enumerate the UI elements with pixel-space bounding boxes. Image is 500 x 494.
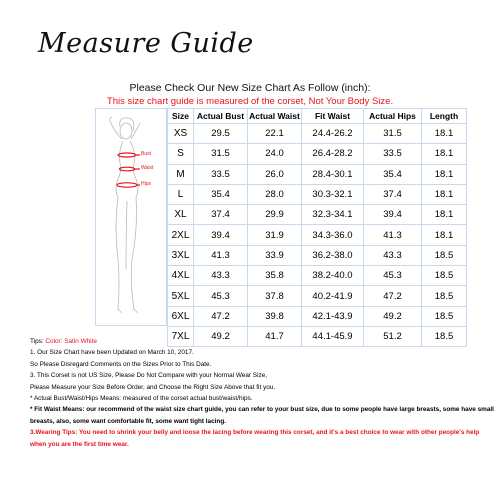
table-cell: 37.4 (194, 205, 248, 225)
bust-label: Bust (141, 151, 152, 157)
table-cell: 18.5 (422, 326, 467, 346)
note-wearing-tips: 3.Wearing Tips: You need to shrink your belly and loose the lacing before wearing this corset, and it's a best choice to wear with other people's help when you are the first time wear. (30, 429, 480, 448)
table-cell: 6XL (168, 306, 194, 326)
table-cell: 47.2 (364, 286, 422, 306)
table-cell: 29.5 (194, 124, 248, 144)
table-cell: XS (168, 124, 194, 144)
table-row (168, 225, 467, 245)
table-cell: 49.2 (194, 326, 248, 346)
table-cell: 39.4 (194, 225, 248, 245)
table-cell: 24.4-26.2 (302, 124, 364, 144)
table-cell: 44.1-45.9 (302, 326, 364, 346)
table-cell: 39.8 (248, 306, 302, 326)
table-cell: 31.5 (364, 124, 422, 144)
table-cell: 41.3 (194, 245, 248, 265)
table-cell: 36.2-38.0 (302, 245, 364, 265)
table-row (168, 266, 467, 286)
note-line-2: So Please Disregard Comments on the Sizes Prior to This Date. (30, 360, 212, 368)
table-cell: 4XL (168, 266, 194, 286)
table-cell: 26.0 (248, 164, 302, 184)
table-cell: 2XL (168, 225, 194, 245)
hips-label: Hips (141, 181, 152, 187)
table-cell: 18.5 (422, 266, 467, 286)
table-cell: 40.2-41.9 (302, 286, 364, 306)
table-cell: 41.7 (248, 326, 302, 346)
table-cell: 26.4-28.2 (302, 144, 364, 164)
note-line-3: 3. This Corset is not US Size, Please Do Not Compare with your Normal Wear Size, (30, 372, 268, 380)
table-row (168, 124, 467, 144)
tips-line (30, 336, 495, 347)
table-cell: 18.1 (422, 124, 467, 144)
waist-label: Waist (141, 165, 154, 171)
table-cell: 18.1 (422, 184, 467, 204)
table-cell: 37.8 (248, 286, 302, 306)
table-cell: 18.5 (422, 245, 467, 265)
table-row (168, 245, 467, 265)
table-cell: 33.5 (194, 164, 248, 184)
table-cell: 30.3-32.1 (302, 184, 364, 204)
header-actual-waist: Actual Waist (248, 109, 302, 124)
table-cell: 43.3 (364, 245, 422, 265)
table-cell: 29.9 (248, 205, 302, 225)
table-row (168, 306, 467, 326)
table-cell: 31.5 (194, 144, 248, 164)
table-cell: 35.4 (194, 184, 248, 204)
table-cell: 45.3 (364, 266, 422, 286)
table-cell: 39.4 (364, 205, 422, 225)
table-cell: 28.0 (248, 184, 302, 204)
table-cell: XL (168, 205, 194, 225)
body-measurement-figure (95, 108, 167, 326)
table-cell: S (168, 144, 194, 164)
header-length: Length (422, 109, 467, 124)
table-cell: 18.5 (422, 286, 467, 306)
note-line-1: 1. Our Size Chart have been Updated on March 10, 2017. (30, 349, 194, 357)
chart-subheading: This size chart guide is measured of the corset, Not Your Body Size. (106, 96, 394, 107)
size-chart-table (167, 108, 467, 347)
tips-label: Tips: (30, 338, 44, 345)
table-cell: L (168, 184, 194, 204)
table-header-row (168, 109, 467, 124)
table-cell: 33.5 (364, 144, 422, 164)
table-cell: 45.3 (194, 286, 248, 306)
header-fit-waist: Fit Waist (302, 109, 364, 124)
table-cell: 31.9 (248, 225, 302, 245)
table-row (168, 184, 467, 204)
table-cell: 5XL (168, 286, 194, 306)
table-cell: 18.1 (422, 164, 467, 184)
note-fit-waist: * Fit Waist Means: our recommend of the waist size chart guide, you can refer to your bust size, due to some people have large breasts, some have small breasts, also, some want comfortable fit, some want tight lacing. (30, 406, 494, 425)
header-size: Size (168, 109, 194, 124)
table-cell: 49.2 (364, 306, 422, 326)
table-cell: 47.2 (194, 306, 248, 326)
table-cell: 51.2 (364, 326, 422, 346)
table-cell: 35.8 (248, 266, 302, 286)
table-cell: 22.1 (248, 124, 302, 144)
table-cell: 18.5 (422, 306, 467, 326)
table-cell: 35.4 (364, 164, 422, 184)
table-cell: 41.3 (364, 225, 422, 245)
table-row (168, 286, 467, 306)
table-cell: 3XL (168, 245, 194, 265)
table-cell: 18.1 (422, 205, 467, 225)
table-row (168, 205, 467, 225)
table-cell: 33.9 (248, 245, 302, 265)
table-cell: M (168, 164, 194, 184)
table-cell: 24.0 (248, 144, 302, 164)
table-row (168, 144, 467, 164)
table-cell: 34.3-36.0 (302, 225, 364, 245)
table-cell: 28.4-30.1 (302, 164, 364, 184)
header-actual-hips: Actual Hips (364, 109, 422, 124)
table-cell: 32.3-34.1 (302, 205, 364, 225)
note-line-4: Please Measure your Size Before Order, and Choose the Right Size Above that fit you. (30, 383, 276, 391)
table-cell: 38.2-40.0 (302, 266, 364, 286)
chart-heading: Please Check Our New Size Chart As Follow (inch): (129, 82, 371, 94)
table-cell: 18.1 (422, 225, 467, 245)
notes-section (30, 336, 495, 450)
table-cell: 42.1-43.9 (302, 306, 364, 326)
table-cell: 37.4 (364, 184, 422, 204)
table-cell: 7XL (168, 326, 194, 346)
page-title: Measure Guide (38, 28, 254, 59)
woman-silhouette-icon (96, 109, 168, 327)
table-row (168, 164, 467, 184)
tips-color: Color: Satin White (45, 338, 97, 345)
table-cell: 18.1 (422, 144, 467, 164)
table-cell: 43.3 (194, 266, 248, 286)
header-actual-bust: Actual Bust (194, 109, 248, 124)
note-line-5: * Actual Bust/Waist/Hips Means: measured of the corset actual bust/waist/hips. (30, 395, 253, 403)
